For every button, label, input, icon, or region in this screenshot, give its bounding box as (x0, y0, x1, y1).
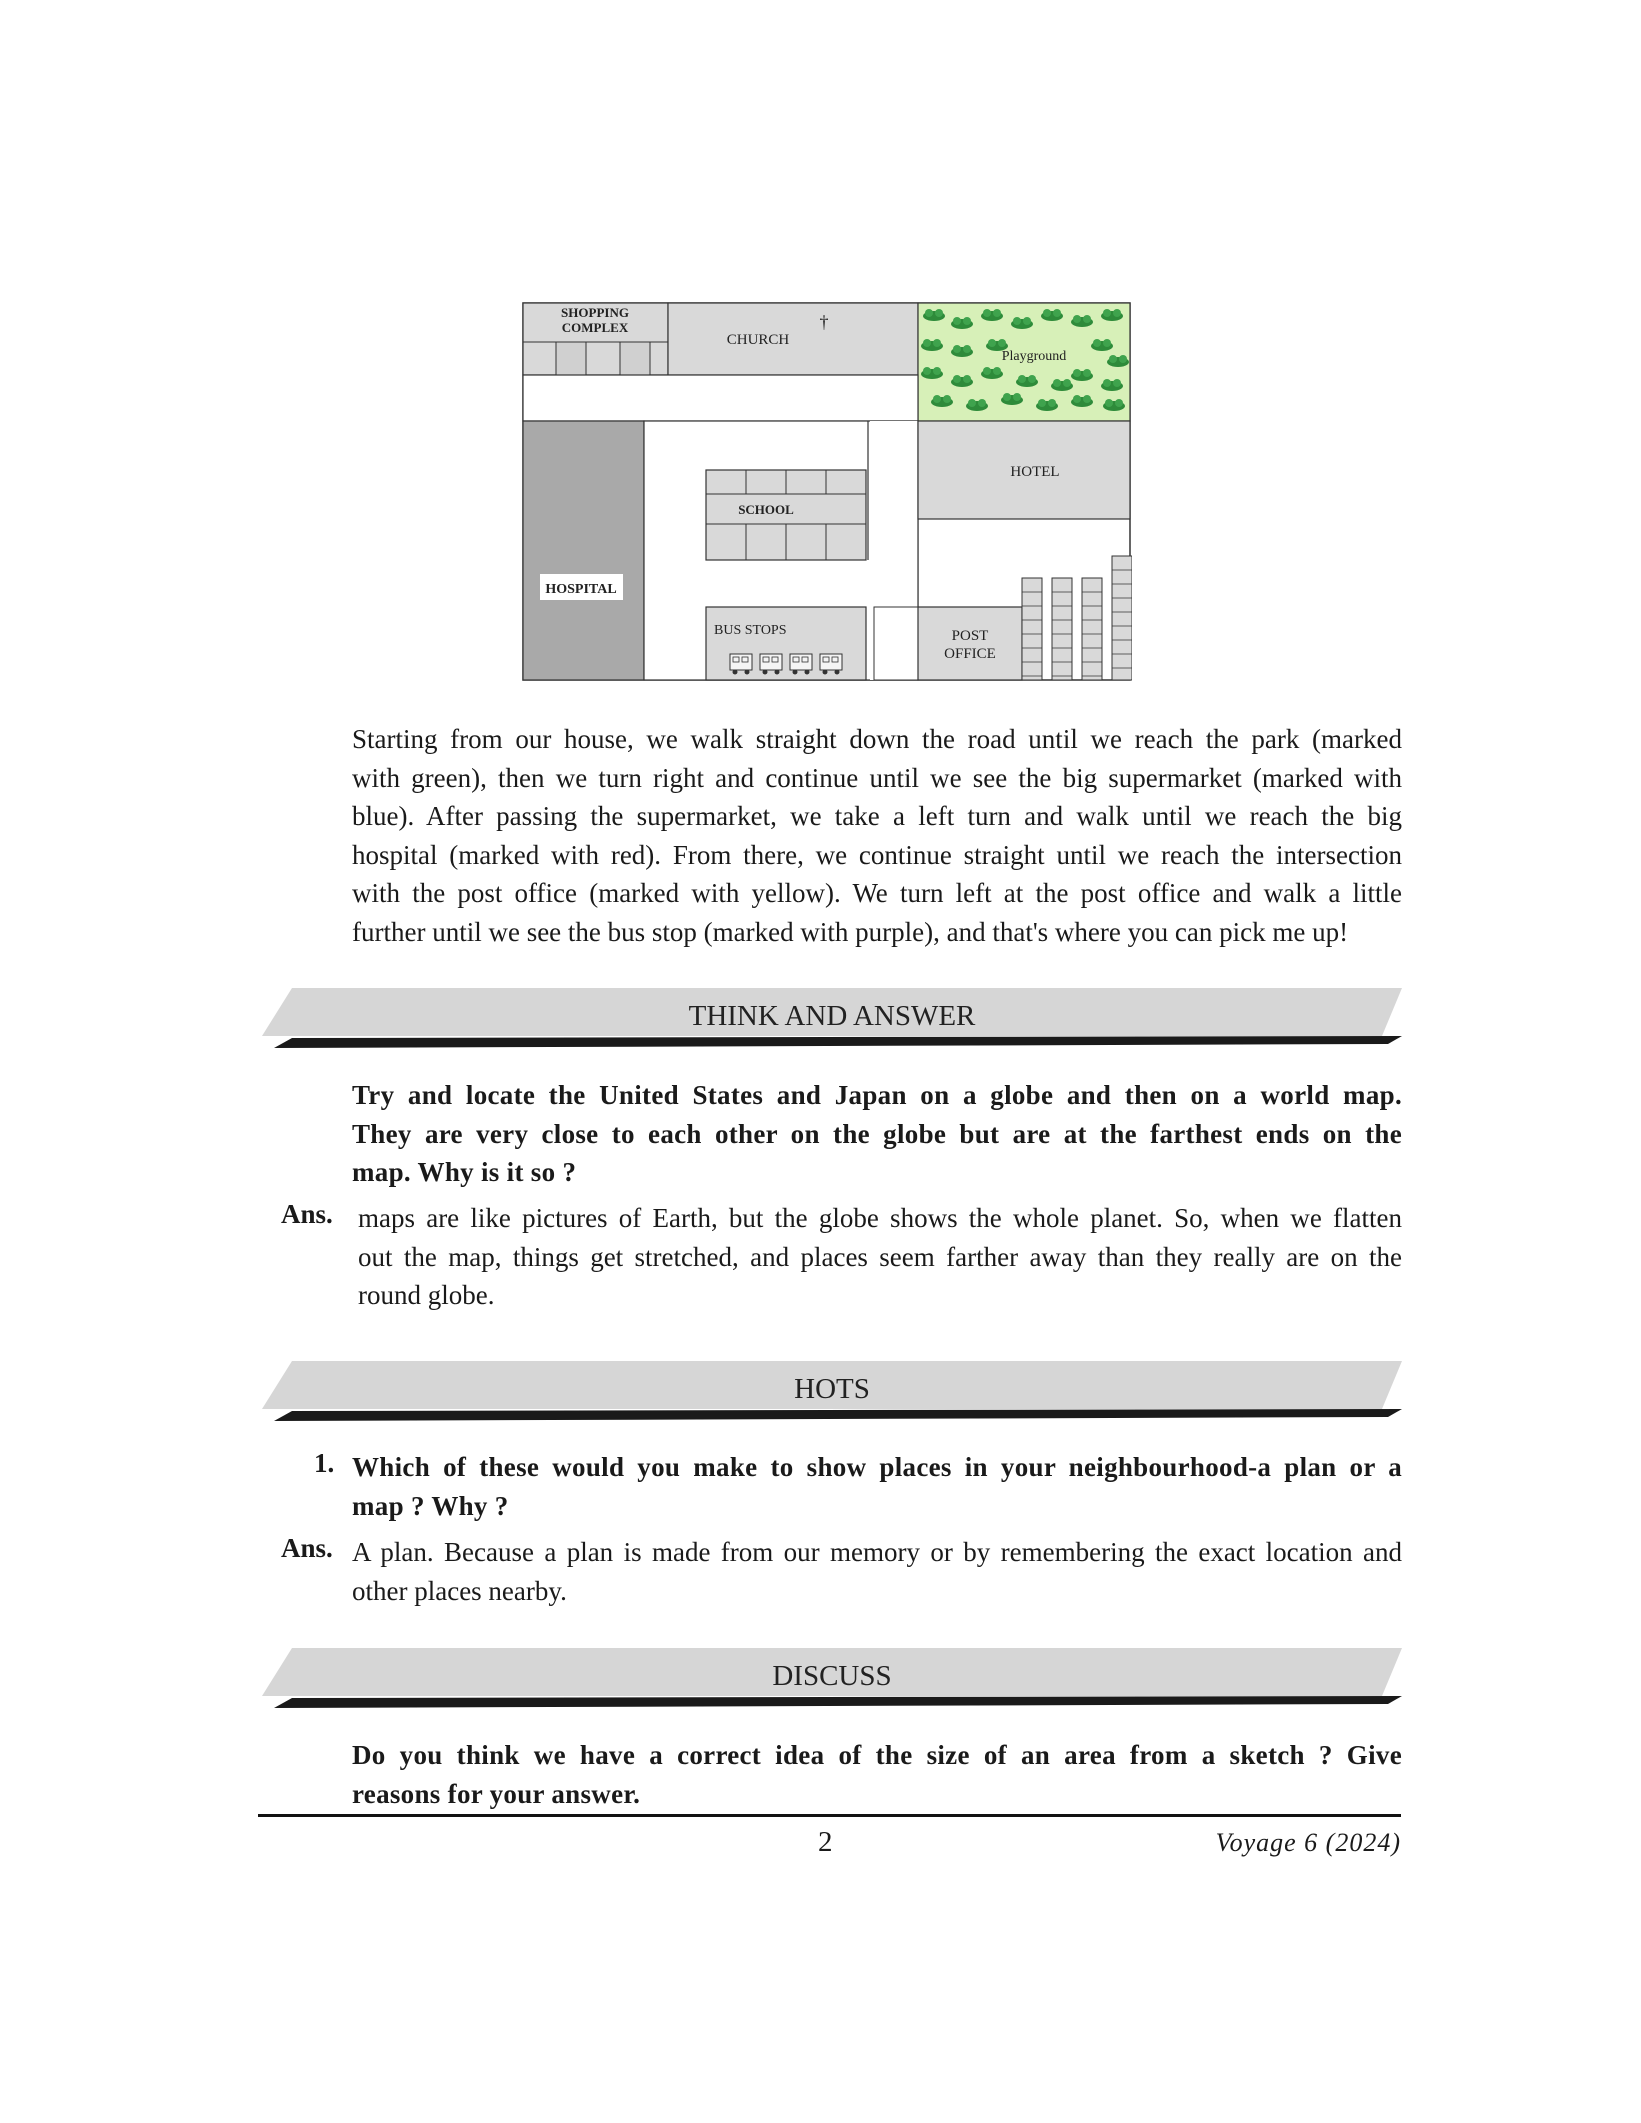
directions-paragraph (352, 720, 1402, 952)
shopping-label-1: SHOPPING (561, 305, 629, 320)
hots-ans-label: Ans. (281, 1533, 333, 1563)
shopping-label-2: COMPLEX (561, 320, 629, 335)
hospital-block (523, 421, 644, 680)
hotel-label: HOTEL (1010, 464, 1060, 480)
section-title-discuss: DISCUSS (772, 1660, 892, 1692)
section-title-think: THINK AND ANSWER (688, 1000, 976, 1032)
hospital-label: HOSPITAL (545, 582, 617, 597)
school-block (706, 470, 866, 560)
book-title: Voyage 6 (2024) (1215, 1828, 1401, 1857)
text-line: with the post office (marked with yellow). We turn left at the post office and walk a little (352, 878, 1402, 909)
footer-rule (258, 1814, 1401, 1817)
text-line: map ? Why ? (352, 1490, 509, 1521)
playground-label: Playground (1001, 349, 1067, 364)
text-line: maps are like pictures of Earth, but the globe shows the whole planet. So, when we flatten (358, 1203, 1402, 1233)
bus-stops-block (706, 607, 866, 680)
text-line: out the map, things get stretched, and places seem farther away than they really are on the (358, 1241, 1402, 1272)
text-line: reasons for your answer. (352, 1778, 641, 1809)
text-line: Which of these would you make to show places in your neighbourhood-a plan or a (352, 1452, 1402, 1482)
hots-question (352, 1448, 1402, 1525)
cross-icon: † (819, 312, 829, 332)
text-line: with green), then we turn right and continue until we see the big supermarket (marked with (352, 762, 1402, 793)
text-line: A plan. Because a plan is made from our memory or by remembering the exact location and (352, 1537, 1402, 1567)
hots-answer (352, 1533, 1402, 1610)
text-line: further until we see the bus stop (marked with purple), and that's where you can pick me up! (352, 916, 1349, 947)
post-office-block (874, 607, 1022, 680)
apartment-tower (1112, 556, 1132, 680)
apartment-tower (1022, 578, 1042, 680)
text-line: blue). After passing the supermarket, we take a left turn and walk until we reach the big (352, 801, 1402, 832)
think-ans-label: Ans. (281, 1199, 333, 1229)
text-line: Try and locate the United States and Japan on a globe and then on a world map. (352, 1080, 1402, 1110)
apartment-tower (1082, 578, 1102, 680)
text-line: Starting from our house, we walk straight down the road until we reach the park (marked (352, 724, 1402, 754)
church-block (668, 303, 918, 375)
school-label: SCHOOL (738, 502, 794, 517)
text-line: hospital (marked with red). From there, we continue straight until we reach the intersection (352, 839, 1402, 870)
think-question (352, 1076, 1402, 1192)
church-label: CHURCH (726, 332, 790, 348)
think-answer (352, 1199, 1402, 1315)
page-number: 2 (818, 1826, 833, 1858)
apartment-tower (1052, 578, 1072, 680)
hots-question-number: 1. (314, 1448, 335, 1478)
playground-block (918, 303, 1130, 421)
text-line: map. Why is it so ? (352, 1157, 577, 1188)
neighbourhood-plan-map (522, 302, 1132, 682)
text-line: Do you think we have a correct idea of the size of an area from a sketch ? Give (352, 1740, 1402, 1770)
text-line: They are very close to each other on the globe but are at the farthest ends on the (352, 1118, 1402, 1149)
post-office-label-2: OFFICE (944, 646, 996, 662)
hotel-block (918, 421, 1130, 519)
text-line: round globe. (358, 1280, 495, 1311)
section-title-hots: HOTS (794, 1373, 870, 1405)
post-office-label-1: POST (951, 628, 989, 644)
discuss-question (352, 1736, 1402, 1813)
bus-stops-label: BUS STOPS (714, 623, 787, 638)
text-line: other places nearby. (352, 1575, 567, 1606)
shopping-complex-block (523, 303, 668, 375)
